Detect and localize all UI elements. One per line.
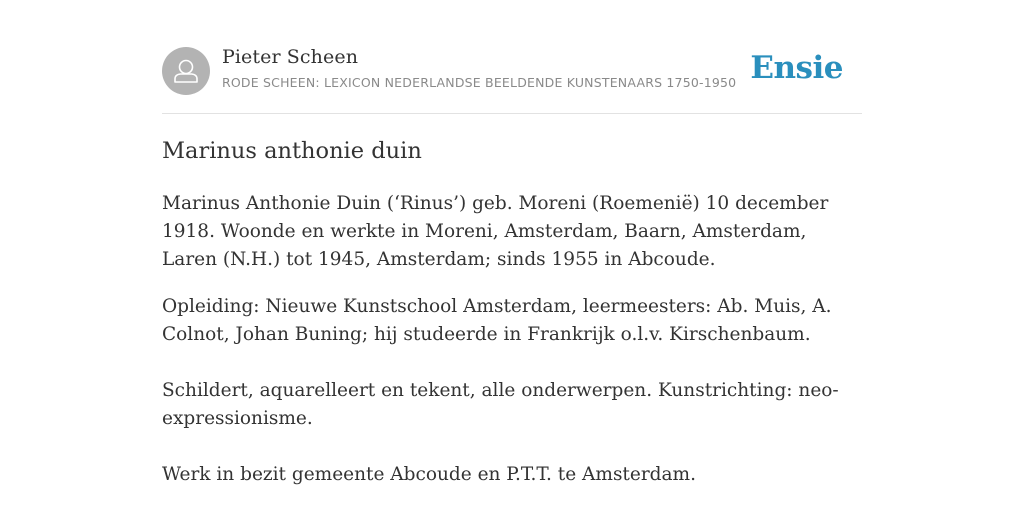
user-silhouette-icon [162,47,210,95]
paragraph-biography: Marinus Anthonie Duin (‘Rinus’) geb. Moreni (Roemenië) 10 december 1918. Woonde en werkte in Moreni, Amsterdam, Baarn, Amsterdam, Laren (N.H.) tot 1945, Amsterdam; sinds 1955 in Abcoude. [162,193,829,270]
article-body [162,190,862,489]
paragraph-style: Schildert, aquarelleert en tekent, alle onderwerpen. Kunstrichting: neo-expressionisme. [162,380,839,429]
header [162,0,862,114]
paragraph-spacer [162,349,862,377]
page [162,0,862,485]
page-title: Marinus anthonie duin [162,138,422,164]
author-name[interactable]: Pieter Scheen [222,46,359,68]
source-title[interactable]: RODE SCHEEN: LEXICON NEDERLANDSE BEELDENDE KUNSTENAARS 1750-1950 [222,75,737,90]
paragraph-education: Opleiding: Nieuwe Kunstschool Amsterdam, leermeesters: Ab. Muis, A. Colnot, Johan Buning; hij studeerde in Frankrijk o.l.v. Kirschenbaum. [162,296,832,345]
avatar[interactable] [162,47,210,95]
paragraph-collections: Werk in bezit gemeente Abcoude en P.T.T. te Amsterdam. [162,464,696,485]
paragraph-spacer [162,433,862,461]
ensie-logo[interactable]: Ensie [750,50,843,86]
